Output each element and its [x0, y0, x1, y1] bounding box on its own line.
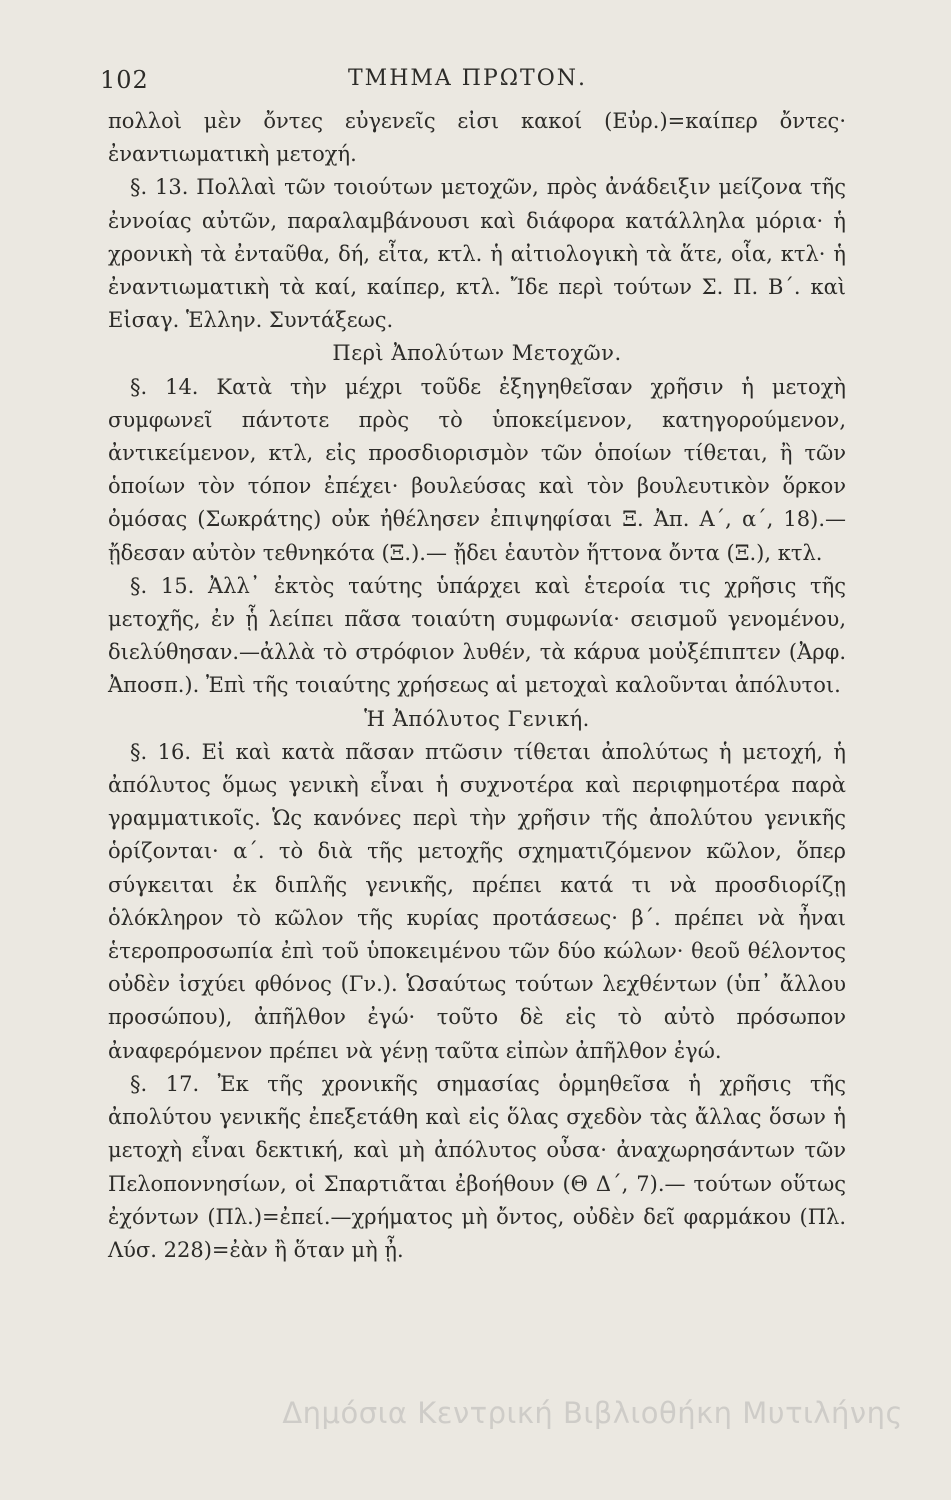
page-header — [100, 66, 835, 100]
running-head: ΤΜΗΜΑ ΠΡΩΤΟΝ. — [348, 66, 587, 91]
paragraph-17: §. 17. Ἐκ τῆς χρονικῆς σημασίας ὁρμηθεῖσα ἡ χρῆσις τῆς ἀπολύτου γενικῆς ἐπεξετάθη καὶ εἰς ὅλας σχεδὸν τὰς ἄλλας ὅσων ἡ μετοχὴ εἶναι δεκτική, καὶ μὴ ἀπόλυτος οὖσα· ἀναχωρησάντων τῶν Πελοποννησίων, οἱ Σπαρτιᾶται ἐβοήθουν (Θ Δ΄, 7).— τούτων οὕτως ἐχόντων (Πλ.)=ἐπεί.—χρήματος μὴ ὄντος, οὐδὲν δεῖ φαρμάκου (Πλ. Λύσ. 228)=ἐὰν ἢ ὅταν μὴ ᾖ. — [108, 1071, 846, 1262]
page-number: 102 — [100, 66, 149, 94]
section-heading-absolute-participles: Περὶ Ἀπολύτων Μετοχῶν. — [332, 341, 622, 366]
body-text — [108, 105, 846, 1267]
paragraph-intro: πολλοὶ μὲν ὄντες εὐγενεῖς εἰσι κακοί (Εὐρ.)=καίπερ ὄντες· ἐναντιωματικὴ μετοχή. — [108, 109, 846, 167]
paragraph-16: §. 16. Εἰ καὶ κατὰ πᾶσαν πτῶσιν τίθεται ἀπολύτως ἡ μετοχή, ἡ ἀπόλυτος ὅμως γενικὴ εἶναι ἡ συχνοτέρα καὶ περιφημοτέρα παρὰ γραμματικοῖς. Ὡς κανόνες περὶ τὴν χρῆσιν τῆς ἀπολύτου γενικῆς ὁρίζονται· α΄. τὸ διὰ τῆς μετοχῆς σχηματιζόμενον κῶλον, ὅπερ σύγκειται ἐκ διπλῆς γενικῆς, πρέπει κατά τι νὰ προσδιορίζῃ ὁλόκληρον τὸ κῶλον τῆς κυρίας προτάσεως· β΄. πρέπει νὰ ἦναι ἑτεροπροσωπία ἐπὶ τοῦ ὑποκειμένου τῶν δύο κώλων· θεοῦ θέλοντος οὐδὲν ἰσχύει φθόνος (Γν.). Ὡσαύτως τούτων λεχθέντων (ὑπ᾽ ἄλλου προσώπου), ἀπῆλθον ἐγώ· τοῦτο δὲ εἰς τὸ αὐτὸ πρόσωπον ἀναφερόμενον πρέπει νὰ γένῃ ταῦτα εἰπὼν ἀπῆλθον ἐγώ. — [108, 739, 846, 1063]
paragraph-14: §. 14. Κατὰ τὴν μέχρι τοῦδε ἐξηγηθεῖσαν χρῆσιν ἡ μετοχὴ συμφωνεῖ πάντοτε πρὸς τὸ ὑποκείμενον, κατηγορούμενον, ἀντικείμενον, κτλ, εἰς προσδιορισμὸν τῶν ὁποίων τίθεται, ἢ τῶν ὁποίων τὸν τόπον ἐπέχει· βουλεύσας καὶ τὸν βουλευτικὸν ὅρκον ὀμόσας (Σωκράτης) οὐκ ἠθέλησεν ἐπιψηφίσαι Ξ. Ἀπ. Α΄, α΄, 18).— ᾔδεσαν αὐτὸν τεθνηκότα (Ξ.).— ᾔδει ἑαυτὸν ἥττονα ὄντα (Ξ.), κτλ. — [108, 374, 846, 565]
library-watermark: Δημόσια Κεντρική Βιβλιοθήκη Μυτιλήνης — [282, 1396, 903, 1430]
section-heading-absolute-genitive: Ἡ Ἀπόλυτος Γενική. — [364, 706, 590, 731]
paragraph-13: §. 13. Πολλαὶ τῶν τοιούτων μετοχῶν, πρὸς ἀνάδειξιν μείζονα τῆς ἐννοίας αὐτῶν, παραλαμβάνουσι καὶ διάφορα κατάλληλα μόρια· ἡ χρονικὴ τὰ ἐνταῦθα, δή, εἶτα, κτλ. ἡ αἰτιολογικὴ τὰ ἅτε, οἷα, κτλ· ἡ ἐναντιωματικὴ τὰ καί, καίπερ, κτλ. Ἴδε περὶ τούτων Σ. Π. Β΄. καὶ Εἰσαγ. Ἑλλην. Συντάξεως. — [108, 175, 846, 333]
paragraph-15: §. 15. Ἀλλ᾽ ἐκτὸς ταύτης ὑπάρχει καὶ ἑτεροία τις χρῆσις τῆς μετοχῆς, ἐν ᾗ λείπει πᾶσα τοιαύτη συμφωνία· σεισμοῦ γενομένου, διελύθησαν.—ἀλλὰ τὸ στρόφιον λυθέν, τὰ κάρυα μοὐξέπιπτεν (Ἀρφ. Ἀποσπ.). Ἐπὶ τῆς τοιαύτης χρήσεως αἱ μετοχαὶ καλοῦνται ἀπόλυτοι. — [108, 573, 846, 698]
